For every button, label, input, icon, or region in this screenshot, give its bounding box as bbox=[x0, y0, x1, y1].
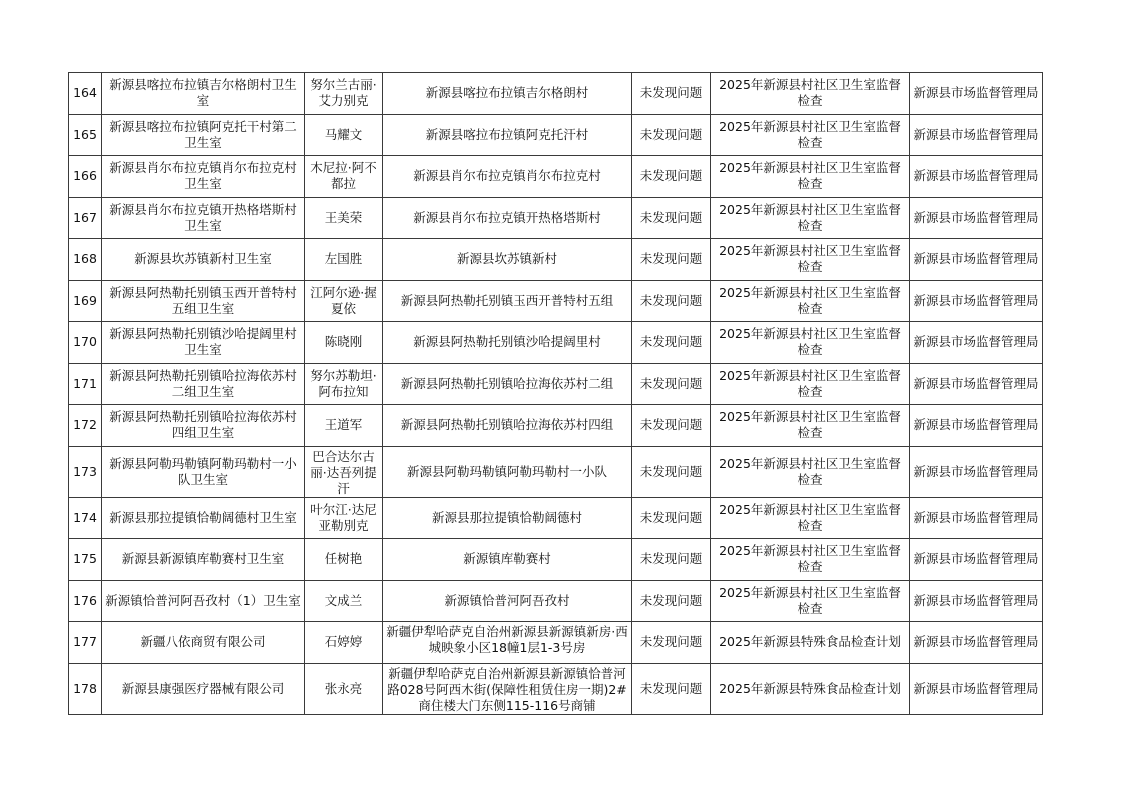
entity-name-cell: 新源县坎苏镇新村卫生室 bbox=[102, 239, 305, 281]
inspecting-department-cell: 新源县市场监督管理局 bbox=[910, 622, 1043, 664]
inspecting-department-cell: 新源县市场监督管理局 bbox=[910, 280, 1043, 322]
address-cell: 新源县阿热勒托别镇沙哈提阔里村 bbox=[383, 322, 632, 364]
inspecting-department-cell: 新源县市场监督管理局 bbox=[910, 363, 1043, 405]
address-cell: 新源县喀拉布拉镇阿克托汗村 bbox=[383, 114, 632, 156]
entity-name-cell: 新源县阿热勒托别镇哈拉海依苏村二组卫生室 bbox=[102, 363, 305, 405]
inspection-task-cell: 2025年新源县特殊食品检查计划 bbox=[711, 663, 910, 714]
responsible-person-cell: 叶尔江·达尼亚勒別克 bbox=[305, 497, 383, 539]
entity-name-cell: 新源县阿热勒托别镇哈拉海依苏村四组卫生室 bbox=[102, 405, 305, 447]
address-cell: 新源县肖尔布拉克镇肖尔布拉克村 bbox=[383, 156, 632, 198]
responsible-person-cell: 马耀文 bbox=[305, 114, 383, 156]
row-number-cell: 171 bbox=[69, 363, 102, 405]
inspection-task-cell: 2025年新源县村社区卫生室监督检查 bbox=[711, 239, 910, 281]
entity-name-cell: 新源县阿热勒托别镇玉西开普特村五组卫生室 bbox=[102, 280, 305, 322]
responsible-person-cell: 石婷婷 bbox=[305, 622, 383, 664]
entity-name-cell: 新源县新源镇库勒赛村卫生室 bbox=[102, 539, 305, 581]
inspecting-department-cell: 新源县市场监督管理局 bbox=[910, 497, 1043, 539]
inspecting-department-cell: 新源县市场监督管理局 bbox=[910, 580, 1043, 622]
table-row bbox=[69, 114, 1043, 156]
inspection-result-cell: 未发现问题 bbox=[632, 73, 711, 115]
table-row bbox=[69, 497, 1043, 539]
row-number-cell: 172 bbox=[69, 405, 102, 447]
responsible-person-cell: 王美荣 bbox=[305, 197, 383, 239]
inspection-result-cell: 未发现问题 bbox=[632, 197, 711, 239]
inspection-result-cell: 未发现问题 bbox=[632, 622, 711, 664]
row-number-cell: 170 bbox=[69, 322, 102, 364]
responsible-person-cell: 木尼拉·阿不都拉 bbox=[305, 156, 383, 198]
inspection-task-cell: 2025年新源县特殊食品检查计划 bbox=[711, 622, 910, 664]
responsible-person-cell: 文成兰 bbox=[305, 580, 383, 622]
inspection-task-cell: 2025年新源县村社区卫生室监督检查 bbox=[711, 405, 910, 447]
address-cell: 新源县阿勒玛勒镇阿勒玛勒村一小队 bbox=[383, 446, 632, 497]
address-cell: 新源镇恰普河阿吾孜村 bbox=[383, 580, 632, 622]
table-row bbox=[69, 156, 1043, 198]
address-cell: 新源县阿热勒托别镇哈拉海依苏村四组 bbox=[383, 405, 632, 447]
inspection-result-cell: 未发现问题 bbox=[632, 114, 711, 156]
inspection-result-cell: 未发现问题 bbox=[632, 539, 711, 581]
row-number-cell: 168 bbox=[69, 239, 102, 281]
inspection-task-cell: 2025年新源县村社区卫生室监督检查 bbox=[711, 539, 910, 581]
entity-name-cell: 新源县喀拉布拉镇吉尔格朗村卫生室 bbox=[102, 73, 305, 115]
table-row bbox=[69, 580, 1043, 622]
responsible-person-cell: 左国胜 bbox=[305, 239, 383, 281]
table-row bbox=[69, 239, 1043, 281]
inspecting-department-cell: 新源县市场监督管理局 bbox=[910, 446, 1043, 497]
row-number-cell: 176 bbox=[69, 580, 102, 622]
inspection-task-cell: 2025年新源县村社区卫生室监督检查 bbox=[711, 114, 910, 156]
responsible-person-cell: 努尔苏勒坦·阿布拉知 bbox=[305, 363, 383, 405]
inspection-task-cell: 2025年新源县村社区卫生室监督检查 bbox=[711, 197, 910, 239]
inspection-result-cell: 未发现问题 bbox=[632, 580, 711, 622]
table-row bbox=[69, 280, 1043, 322]
inspection-task-cell: 2025年新源县村社区卫生室监督检查 bbox=[711, 280, 910, 322]
entity-name-cell: 新源县阿热勒托别镇沙哈提阔里村卫生室 bbox=[102, 322, 305, 364]
table-row bbox=[69, 622, 1043, 664]
row-number-cell: 169 bbox=[69, 280, 102, 322]
inspection-result-cell: 未发现问题 bbox=[632, 446, 711, 497]
inspection-table bbox=[68, 72, 1043, 715]
entity-name-cell: 新源县肖尔布拉克镇开热格塔斯村卫生室 bbox=[102, 197, 305, 239]
inspecting-department-cell: 新源县市场监督管理局 bbox=[910, 322, 1043, 364]
address-cell: 新源镇库勒赛村 bbox=[383, 539, 632, 581]
address-cell: 新源县肖尔布拉克镇开热格塔斯村 bbox=[383, 197, 632, 239]
inspection-task-cell: 2025年新源县村社区卫生室监督检查 bbox=[711, 322, 910, 364]
row-number-cell: 173 bbox=[69, 446, 102, 497]
address-cell: 新源县喀拉布拉镇吉尔格朗村 bbox=[383, 73, 632, 115]
entity-name-cell: 新源县那拉提镇恰勒阔德村卫生室 bbox=[102, 497, 305, 539]
inspecting-department-cell: 新源县市场监督管理局 bbox=[910, 539, 1043, 581]
responsible-person-cell: 任树艳 bbox=[305, 539, 383, 581]
address-cell: 新疆伊犁哈萨克自治州新源县新源镇恰普河路028号阿西木街(保障性租赁住房一期)2#商住楼大门东侧115-116号商铺 bbox=[383, 663, 632, 714]
inspecting-department-cell: 新源县市场监督管理局 bbox=[910, 73, 1043, 115]
entity-name-cell: 新源县肖尔布拉克镇肖尔布拉克村卫生室 bbox=[102, 156, 305, 198]
inspecting-department-cell: 新源县市场监督管理局 bbox=[910, 156, 1043, 198]
inspection-task-cell: 2025年新源县村社区卫生室监督检查 bbox=[711, 363, 910, 405]
row-number-cell: 166 bbox=[69, 156, 102, 198]
inspection-task-cell: 2025年新源县村社区卫生室监督检查 bbox=[711, 73, 910, 115]
inspecting-department-cell: 新源县市场监督管理局 bbox=[910, 405, 1043, 447]
responsible-person-cell: 王道军 bbox=[305, 405, 383, 447]
table-row bbox=[69, 446, 1043, 497]
table-row bbox=[69, 73, 1043, 115]
inspection-result-cell: 未发现问题 bbox=[632, 405, 711, 447]
inspection-result-cell: 未发现问题 bbox=[632, 239, 711, 281]
entity-name-cell: 新源县阿勒玛勒镇阿勒玛勒村一小队卫生室 bbox=[102, 446, 305, 497]
responsible-person-cell: 陈晓刚 bbox=[305, 322, 383, 364]
inspecting-department-cell: 新源县市场监督管理局 bbox=[910, 114, 1043, 156]
inspection-result-cell: 未发现问题 bbox=[632, 663, 711, 714]
responsible-person-cell: 江阿尔逊·握夏依 bbox=[305, 280, 383, 322]
row-number-cell: 174 bbox=[69, 497, 102, 539]
inspecting-department-cell: 新源县市场监督管理局 bbox=[910, 663, 1043, 714]
address-cell: 新源县阿热勒托别镇玉西开普特村五组 bbox=[383, 280, 632, 322]
address-cell: 新源县阿热勒托别镇哈拉海依苏村二组 bbox=[383, 363, 632, 405]
entity-name-cell: 新源镇恰普河阿吾孜村（1）卫生室 bbox=[102, 580, 305, 622]
table-row bbox=[69, 539, 1043, 581]
inspection-task-cell: 2025年新源县村社区卫生室监督检查 bbox=[711, 446, 910, 497]
inspecting-department-cell: 新源县市场监督管理局 bbox=[910, 197, 1043, 239]
inspection-result-cell: 未发现问题 bbox=[632, 322, 711, 364]
entity-name-cell: 新源县康强医疗器械有限公司 bbox=[102, 663, 305, 714]
inspection-task-cell: 2025年新源县村社区卫生室监督检查 bbox=[711, 497, 910, 539]
table-row bbox=[69, 322, 1043, 364]
inspection-result-cell: 未发现问题 bbox=[632, 363, 711, 405]
address-cell: 新源县坎苏镇新村 bbox=[383, 239, 632, 281]
entity-name-cell: 新疆八依商贸有限公司 bbox=[102, 622, 305, 664]
inspecting-department-cell: 新源县市场监督管理局 bbox=[910, 239, 1043, 281]
table-row bbox=[69, 663, 1043, 714]
responsible-person-cell: 努尔兰古丽·艾力别克 bbox=[305, 73, 383, 115]
row-number-cell: 164 bbox=[69, 73, 102, 115]
responsible-person-cell: 张永亮 bbox=[305, 663, 383, 714]
row-number-cell: 165 bbox=[69, 114, 102, 156]
inspection-result-cell: 未发现问题 bbox=[632, 156, 711, 198]
inspection-result-cell: 未发现问题 bbox=[632, 280, 711, 322]
table-row bbox=[69, 405, 1043, 447]
entity-name-cell: 新源县喀拉布拉镇阿克托干村第二卫生室 bbox=[102, 114, 305, 156]
inspection-result-cell: 未发现问题 bbox=[632, 497, 711, 539]
row-number-cell: 178 bbox=[69, 663, 102, 714]
inspection-task-cell: 2025年新源县村社区卫生室监督检查 bbox=[711, 580, 910, 622]
inspection-task-cell: 2025年新源县村社区卫生室监督检查 bbox=[711, 156, 910, 198]
row-number-cell: 177 bbox=[69, 622, 102, 664]
address-cell: 新疆伊犁哈萨克自治州新源县新源镇新房·西城映象小区18幢1层1-3号房 bbox=[383, 622, 632, 664]
table-row bbox=[69, 197, 1043, 239]
address-cell: 新源县那拉提镇恰勒阔德村 bbox=[383, 497, 632, 539]
responsible-person-cell: 巴合达尔古丽·达吾列提汗 bbox=[305, 446, 383, 497]
row-number-cell: 175 bbox=[69, 539, 102, 581]
row-number-cell: 167 bbox=[69, 197, 102, 239]
table-row bbox=[69, 363, 1043, 405]
table-body bbox=[69, 73, 1043, 715]
